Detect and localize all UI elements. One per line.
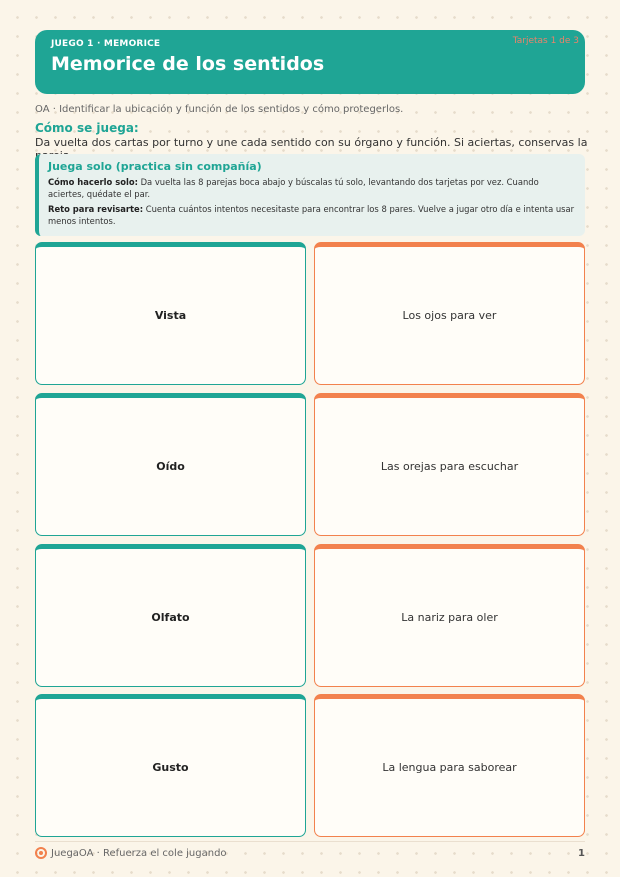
title-banner (35, 30, 585, 94)
learning-objective: OA · Identificar la ubicación y función de los sentidos y cómo protegerlos. (35, 104, 404, 115)
solo-instructions (48, 176, 575, 200)
solo-how-label: Cómo hacerlo solo: (48, 177, 138, 187)
footer-brand: JuegaOA · Refuerza el cole jugando (51, 847, 227, 859)
solo-challenge (48, 203, 575, 227)
brand-logo-icon (35, 847, 47, 859)
card-organ-oido[interactable]: Las orejas para escuchar (314, 393, 585, 536)
card-organ-olfato[interactable]: La nariz para oler (314, 544, 585, 687)
page-title: Memorice de los sentidos (51, 53, 325, 75)
card-organ-gusto[interactable]: La lengua para saborear (314, 694, 585, 837)
solo-play-box (35, 154, 585, 236)
card-sense-oido[interactable]: Oído (35, 393, 306, 536)
card-sense-vista[interactable]: Vista (35, 242, 306, 385)
page-number: 1 (578, 847, 585, 859)
solo-check-text: Cuenta cuántos intentos necesitaste para encontrar los 8 pares. Vuelve a jugar otro día e intenta usar menos intentos. (48, 204, 575, 226)
game-kicker: JUEGO 1 · MEMORICE (51, 39, 161, 49)
solo-how-text: Da vuelta las 8 parejas boca abajo y búscalas tú solo, levantando dos tarjetas por vez. Cuando aciertes, quédate el par. (48, 177, 539, 199)
how-to-play-heading: Cómo se juega: (35, 121, 139, 135)
how-to-play-text: Da vuelta dos cartas por turno y une cada sentido con su órgano y función. Si aciertas, conservas la (35, 136, 588, 149)
card-organ-vista[interactable]: Los ojos para ver (314, 242, 585, 385)
page-tag: Tarjetas 1 de 3 (512, 36, 579, 46)
solo-check-label: Reto para revisarte: (48, 204, 144, 214)
page-footer (35, 841, 585, 861)
card-sense-olfato[interactable]: Olfato (35, 544, 306, 687)
solo-play-heading: Juega solo (practica sin compañía) (48, 160, 262, 173)
card-sense-gusto[interactable]: Gusto (35, 694, 306, 837)
